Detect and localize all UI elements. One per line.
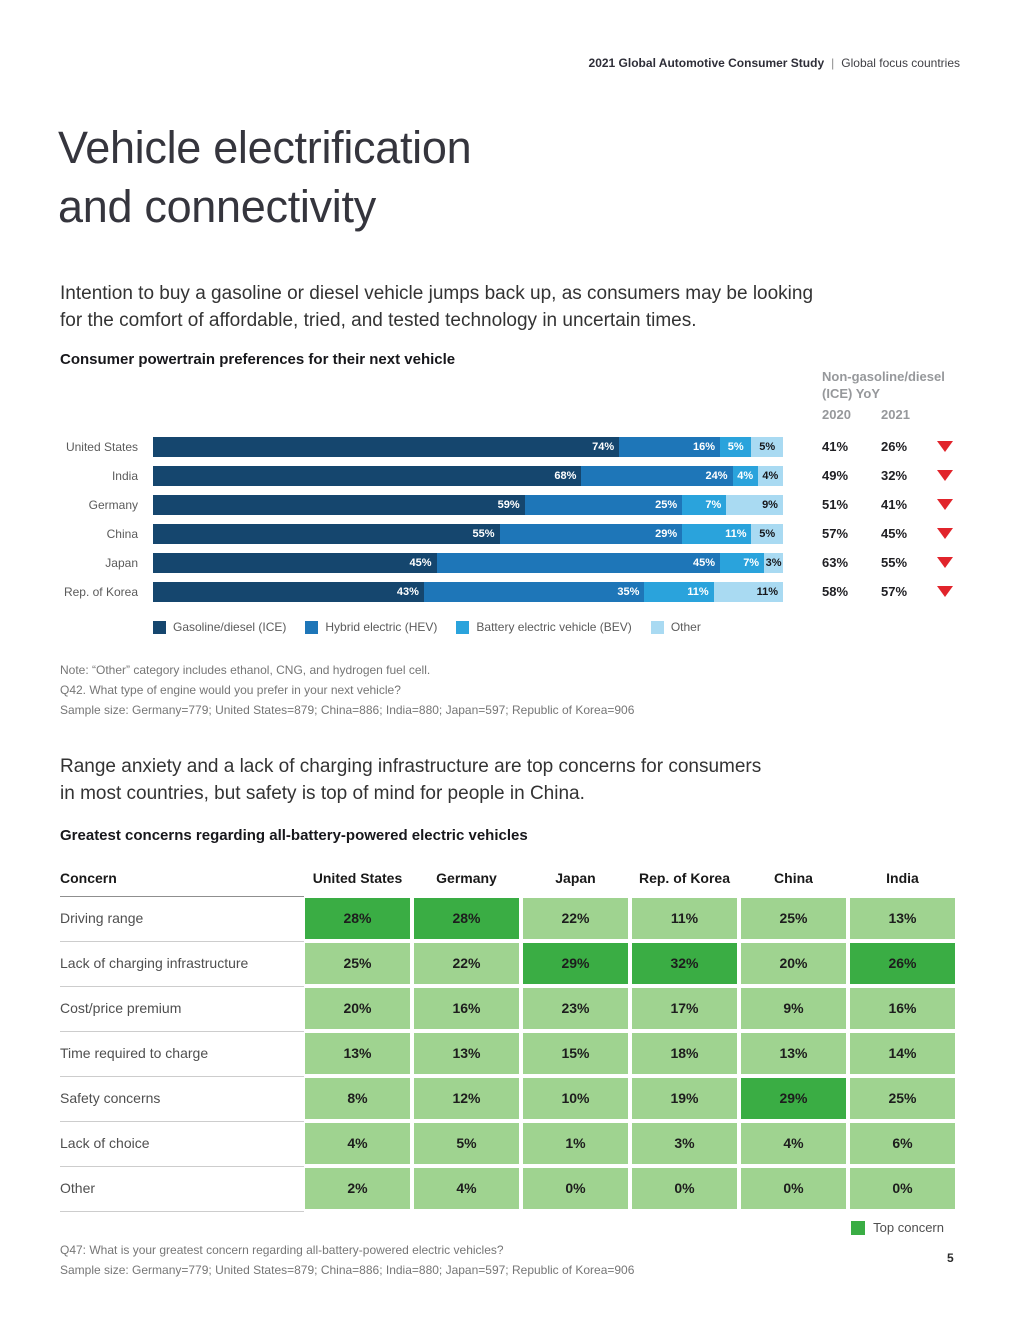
table-cell-top-concern: 29% [741,1078,846,1119]
stacked-bar [153,437,783,457]
column-header-japan: Japan [555,870,596,886]
column-header-germany: Germany [436,870,497,886]
yoy-2020-value: 58% [822,584,849,599]
yoy-header-line2: (ICE) YoY [822,386,881,401]
chart-row-germany [60,495,1020,515]
bar-segment-bev: 11% [644,582,713,602]
table-row-other [60,1168,960,1209]
page-title-line1: Vehicle electrification [58,122,472,173]
concern-column-header: Concern [60,870,117,886]
stacked-bar [153,524,783,544]
country-label: Rep. of Korea [63,585,138,599]
table-cell: 11% [632,898,737,939]
table-cell: 17% [632,988,737,1029]
table-cell: 4% [414,1168,519,1209]
table-cell: 13% [741,1033,846,1074]
table-cell: 20% [305,988,410,1029]
table-cell: 22% [523,898,628,939]
yoy-2021-value: 57% [881,584,908,599]
bar-segment-bev: 7% [720,553,764,573]
table-cell: 1% [523,1123,628,1164]
table-cell: 20% [741,943,846,984]
legend-swatch-other [651,621,664,634]
bar-segment-bev: 5% [720,437,752,457]
concern-label: Time required to charge [60,1045,209,1061]
table-cell: 16% [414,988,519,1029]
legend-item-other [651,620,701,634]
table-cell: 0% [850,1168,955,1209]
concerns-table-body [60,898,960,1213]
bar-segment-other: 5% [751,524,783,544]
table-cell: 13% [850,898,955,939]
top-concern-label: Top concern [873,1220,944,1235]
chart-row-united-states [60,437,1020,457]
row-divider [60,1211,304,1212]
table-cell: 13% [414,1033,519,1074]
legend-swatch-hev [305,621,318,634]
table-footnotes [60,1240,634,1280]
row-divider [60,1121,304,1122]
chart-row-japan [60,553,1020,573]
powertrain-chart-title: Consumer powertrain preferences for their next vehicle [60,351,456,368]
header-meta [60,56,960,70]
legend-label-other: Other [670,620,701,634]
footnote-sample: Sample size: Germany=779; United States=879; China=886; India=880; Japan=597; Republic of Korea=906 [60,1263,635,1277]
country-label: United States [65,440,138,454]
table-cell: 5% [414,1123,519,1164]
concerns-table-header [60,866,960,890]
table-cell: 2% [305,1168,410,1209]
chart-row-rep-of-korea [60,582,1020,602]
bar-segment-ice: 55% [153,524,500,544]
column-header-india: India [886,870,919,886]
legend-label-bev: Battery electric vehicle (BEV) [476,620,632,634]
yoy-2021-value: 55% [881,555,908,570]
bar-segment-other: 5% [751,437,783,457]
table-row-lack-of-choice [60,1123,960,1164]
concern-label: Driving range [60,910,144,926]
concern-label: Lack of charging infrastructure [60,955,249,971]
yoy-column-header [822,368,982,402]
page-number: 5 [947,1251,954,1265]
legend-swatch-bev [456,621,469,634]
table-cell: 15% [523,1033,628,1074]
second-paragraph-line2: in most countries, but safety is top of mind for people in China. [60,783,585,804]
table-cell-top-concern: 28% [414,898,519,939]
bar-segment-ice: 74% [153,437,619,457]
table-cell: 0% [632,1168,737,1209]
table-cell: 12% [414,1078,519,1119]
yoy-2020-value: 49% [822,468,849,483]
legend-item-bev [456,620,631,634]
second-paragraph [60,753,761,807]
chart-note-other: Note: “Other” category includes ethanol, CNG, and hydrogen fuel cell. [60,663,431,677]
bar-segment-hev: 45% [437,553,721,573]
intro-line2: for the comfort of affordable, tried, and tested technology in uncertain times. [60,310,697,331]
row-divider [60,1031,304,1032]
table-row-lack-of-charging-infrastructure [60,943,960,984]
concern-label: Lack of choice [60,1135,150,1151]
yoy-2020-value: 51% [822,497,849,512]
legend-label-hev: Hybrid electric (HEV) [325,620,438,634]
chart-row-india [60,466,1020,486]
table-cell: 9% [741,988,846,1029]
table-row-cost-price-premium [60,988,960,1029]
bar-segment-hev: 29% [500,524,683,544]
table-cell: 13% [305,1033,410,1074]
table-cell-top-concern: 29% [523,943,628,984]
table-cell-top-concern: 28% [305,898,410,939]
bar-segment-ice: 59% [153,495,525,515]
trend-down-triangle-icon [937,528,953,539]
bar-segment-ice: 45% [153,553,437,573]
stacked-bar [153,466,783,486]
table-cell: 4% [741,1123,846,1164]
bar-segment-hev: 35% [424,582,645,602]
bar-segment-hev: 16% [619,437,720,457]
table-cell: 23% [523,988,628,1029]
table-cell: 6% [850,1123,955,1164]
powertrain-chart-notes [60,660,634,720]
row-divider [60,941,304,942]
study-title: 2021 Global Automotive Consumer Study [588,56,825,70]
bar-segment-hev: 24% [581,466,732,486]
table-cell: 18% [632,1033,737,1074]
bar-segment-ice: 43% [153,582,424,602]
table-row-time-required-to-charge [60,1033,960,1074]
bar-segment-other: 9% [726,495,783,515]
trend-down-triangle-icon [937,557,953,568]
powertrain-stacked-bar-chart [60,437,1020,613]
trend-down-triangle-icon [937,586,953,597]
yoy-2020-value: 41% [822,439,849,454]
yoy-2021-value: 41% [881,497,908,512]
column-header-united-states: United States [312,870,403,886]
bar-segment-other: 11% [714,582,783,602]
yoy-2021-value: 32% [881,468,908,483]
top-concern-legend [60,1220,960,1235]
table-cell: 8% [305,1078,410,1119]
table-header-rule [60,896,304,897]
table-row-safety-concerns [60,1078,960,1119]
country-label: China [106,527,138,541]
yoy-2020-value: 63% [822,555,849,570]
section-title: Global focus countries [841,56,960,70]
trend-down-triangle-icon [937,499,953,510]
yoy-2020-value: 57% [822,526,849,541]
bar-segment-bev: 7% [682,495,726,515]
table-cell: 25% [850,1078,955,1119]
powertrain-chart-legend [153,620,701,634]
yoy-2020-header: 2020 [822,407,851,422]
legend-swatch-ice [153,621,166,634]
column-header-china: China [774,870,813,886]
top-concern-swatch [851,1221,865,1235]
bar-segment-ice: 68% [153,466,581,486]
concern-label: Cost/price premium [60,1000,182,1016]
trend-down-triangle-icon [937,441,953,452]
yoy-2021-header: 2021 [881,407,910,422]
table-cell: 4% [305,1123,410,1164]
row-divider [60,1166,304,1167]
table-cell: 0% [741,1168,846,1209]
chart-row-china [60,524,1020,544]
country-label: Japan [105,556,138,570]
country-label: Germany [88,498,138,512]
table-cell: 19% [632,1078,737,1119]
legend-label-ice: Gasoline/diesel (ICE) [173,620,287,634]
second-paragraph-line1: Range anxiety and a lack of charging infrastructure are top concerns for consumers [60,756,762,777]
concern-label: Safety concerns [60,1090,161,1106]
yoy-2021-value: 26% [881,439,908,454]
row-divider [60,986,304,987]
table-cell-top-concern: 32% [632,943,737,984]
intro-paragraph [60,280,813,334]
yoy-2021-value: 45% [881,526,908,541]
column-header-rep-of-korea: Rep. of Korea [638,870,730,886]
table-cell: 25% [305,943,410,984]
bar-segment-hev: 25% [525,495,683,515]
bar-segment-other: 3% [764,553,783,573]
header-separator: | [831,56,835,70]
bar-segment-other: 4% [758,466,783,486]
trend-down-triangle-icon [937,470,953,481]
table-cell: 14% [850,1033,955,1074]
country-label: India [111,469,138,483]
table-row-driving-range [60,898,960,939]
legend-item-ice [153,620,286,634]
chart-note-sample: Sample size: Germany=779; United States=879; China=886; India=880; Japan=597; Republic of Korea=906 [60,703,635,717]
page-title-line2: and connectivity [58,181,376,232]
table-cell: 16% [850,988,955,1029]
stacked-bar [153,553,783,573]
bar-segment-bev: 11% [682,524,751,544]
table-cell: 25% [741,898,846,939]
page-title [58,118,471,236]
legend-item-hev [305,620,437,634]
concerns-table-title: Greatest concerns regarding all-battery-powered electric vehicles [60,827,528,844]
intro-line1: Intention to buy a gasoline or diesel vehicle jumps back up, as consumers may be looking [60,283,814,304]
stacked-bar [153,582,783,602]
bar-segment-bev: 4% [733,466,758,486]
chart-note-question: Q42. What type of engine would you prefer in your next vehicle? [60,683,401,697]
row-divider [60,1076,304,1077]
table-cell: 3% [632,1123,737,1164]
table-cell: 10% [523,1078,628,1119]
table-cell: 22% [414,943,519,984]
table-cell: 0% [523,1168,628,1209]
footnote-question: Q47: What is your greatest concern regarding all-battery-powered electric vehicles? [60,1243,504,1257]
table-cell-top-concern: 26% [850,943,955,984]
stacked-bar [153,495,783,515]
concern-label: Other [60,1180,96,1196]
yoy-header-line1: Non-gasoline/diesel [822,369,945,384]
